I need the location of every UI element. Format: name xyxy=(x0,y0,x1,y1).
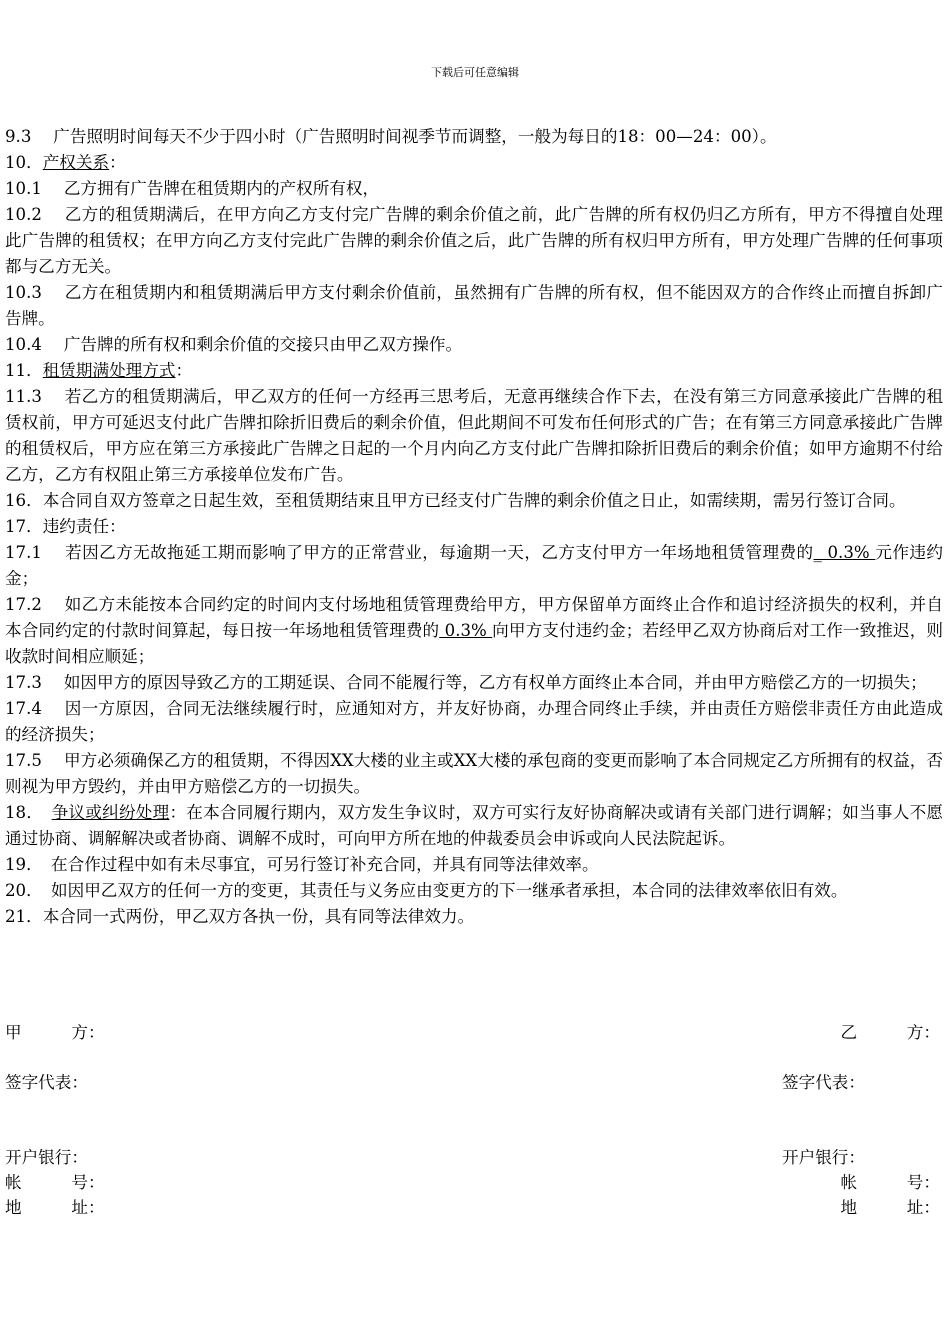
party-b-label: 乙 方： xyxy=(840,1023,940,1042)
clause-11-colon: ： xyxy=(175,361,193,380)
clause-17-1 xyxy=(5,540,943,592)
clause-11-3: 11.3 若乙方的租赁期满后，甲乙双方的任何一方经再三思考后，无意再继续合作下去，在没有第三方同意承接此广告牌的租赁权前，甲方可延迟支付此广告牌扣除折旧费后的剩余价值，但此期间不可发布任何形式的广告；在有第三方同意承接此广告牌的租赁权后，甲方应在第三方承接此广告牌之日起的一个月内向乙方支付此广告牌扣除折旧费后的剩余价值；如甲方逾期不付给乙方，乙方有权阻止第三方承接单位发布广告。 xyxy=(5,387,943,484)
page-header-note: 下载后可任意编辑 xyxy=(431,66,519,79)
clause-20: 20． 如因甲乙双方的任何一方的变更，其责任与义务应由变更方的下一继承者承担，本合同的法律效率依旧有效。 xyxy=(5,881,848,900)
clause-17-4: 17.4 因一方原因，合同无法继续履行时，应通知对方，并友好协商，办理合同终止手续，并由责任方赔偿非责任方由此造成的经济损失； xyxy=(5,699,943,744)
clause-17-3: 17.3 如因甲方的原因导致乙方的工期延误、合同不能履行等，乙方有权单方面终止本合同，并由甲方赔偿乙方的一切损失； xyxy=(5,673,927,692)
clause-17-2-rate: 0.3% xyxy=(439,621,493,640)
clause-11-heading xyxy=(5,358,943,384)
clause-17-2-text: 17.2 如乙方未能按本合同约定的时间内支付场地租赁管理费给甲方，甲方保留单方面终止合作和追讨经济损失的权利，并自本合同约定的付款时间算起，每日按一年场地租赁管理费的 xyxy=(5,595,943,640)
clause-11-number: 11． xyxy=(5,361,43,380)
clause-18-title: 争议或纠纷处理 xyxy=(51,803,170,822)
clause-10-title: 产权关系 xyxy=(42,153,110,172)
clause-17-5: 17.5 甲方必须确保乙方的租赁期，不得因XX大楼的业主或XX大楼的承包商的变更而影响了本合同规定乙方所拥有的权益，否则视为甲方毁约，并由甲方赔偿乙方的一切损失。 xyxy=(5,751,943,796)
party-b-bank-label: 开户银行： xyxy=(782,1148,865,1167)
party-b-account-label: 帐 号： xyxy=(840,1173,940,1192)
clause-17-2 xyxy=(5,592,943,670)
clause-17-heading: 17．违约责任： xyxy=(5,517,126,536)
clause-11-title: 租赁期满处理方式 xyxy=(42,361,176,380)
clause-10-3: 10.3 乙方在租赁期内和租赁期满后甲方支付剩余价值前，虽然拥有广告牌的所有权，但不能因双方的合作终止而擅自拆卸广告牌。 xyxy=(5,283,943,328)
clause-10-colon: ： xyxy=(109,153,126,172)
clause-17-2-tail: 向甲方支付违约金；若经甲乙双方协商后对工作一致推迟，则收款时间相应顺延； xyxy=(5,621,944,666)
clause-10-heading xyxy=(5,150,943,176)
clause-19: 19． 在合作过程中如有未尽事宜，可另行签订补充合同，并具有同等法律效率。 xyxy=(5,855,599,874)
party-b-address-label: 地 址： xyxy=(840,1198,940,1217)
clause-17-1-tail: 元作违约金； xyxy=(5,543,943,588)
clause-10-1: 10.1 乙方拥有广告牌在租赁期内的产权所有权， xyxy=(5,179,380,198)
clause-21: 21．本合同一式两份，甲乙双方各执一份，具有同等法律效力。 xyxy=(5,907,475,926)
party-b-representative-label: 签字代表： xyxy=(782,1073,865,1092)
contract-body xyxy=(5,124,943,930)
clause-9-3: 9.3 广告照明时间每天不少于四小时（广告照明时间视季节而调整，一般为每日的18：00—24：00）。 xyxy=(5,127,777,146)
clause-17-1-rate: _ 0.3% xyxy=(813,543,876,562)
clause-18-text: ：在本合同履行期内，双方发生争议时，双方可实行友好协商解决或请有关部门进行调解；如当事人不愿通过协商、调解解决或者协商、调解不成时，可向甲方所在地的仲裁委员会申诉或向人民法院起诉。 xyxy=(5,803,943,848)
clause-16: 16．本合同自双方签章之日起生效，至租赁期结束且甲方已经支付广告牌的剩余价值之日止，如需续期，需另行签订合同。 xyxy=(5,491,906,510)
clause-10-4: 10.4 广告牌的所有权和剩余价值的交接只由甲乙双方操作。 xyxy=(5,335,463,354)
clause-10-2: 10.2 乙方的租赁期满后，在甲方向乙方支付完广告牌的剩余价值之前，此广告牌的所有权仍归乙方所有，甲方不得擅自处理此广告牌的租赁权；在甲方向乙方支付完此广告牌的剩余价值之后，此广告牌的所有权归甲方所有，甲方处理广告牌的任何事项都与乙方无关。 xyxy=(5,205,943,276)
party-a-address-label: 地 址： xyxy=(5,1198,105,1217)
party-a-representative-label: 签字代表： xyxy=(5,1073,88,1092)
party-a-label: 甲 方： xyxy=(5,1023,105,1042)
clause-17-1-text: 17.1 若因乙方无故拖延工期而影响了甲方的正常营业，每逾期一天，乙方支付甲方一年场地租赁管理费的 xyxy=(5,543,814,562)
clause-18 xyxy=(5,800,943,852)
clause-10-number: 10． xyxy=(5,153,43,172)
clause-18-number: 18． xyxy=(5,803,52,822)
party-a-bank-label: 开户银行： xyxy=(5,1148,88,1167)
party-a-account-label: 帐 号： xyxy=(5,1173,105,1192)
